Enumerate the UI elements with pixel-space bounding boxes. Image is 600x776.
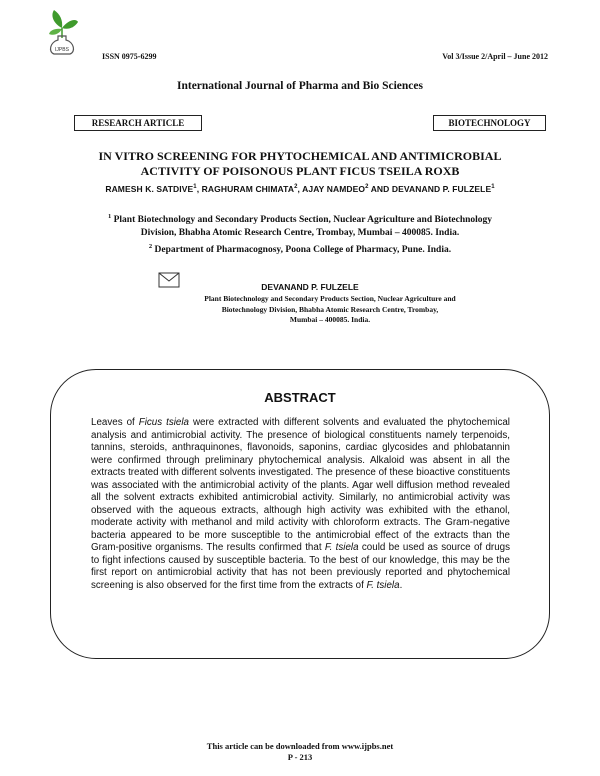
flask-leaf-icon	[44, 8, 80, 56]
author-name: , AJAY NAMDEO	[297, 184, 366, 194]
journal-name: International Journal of Pharma and Bio Sciences	[177, 80, 423, 92]
affil-mark: 2	[148, 243, 153, 251]
affiliation-2	[40, 240, 560, 257]
title-line-1: IN VITRO SCREENING FOR PHYTOCHEMICAL AND ANTIMICROBIAL	[98, 149, 502, 163]
subject-label: BIOTECHNOLOGY	[433, 115, 546, 131]
abstract-body	[91, 417, 510, 592]
article-type-label: RESEARCH ARTICLE	[74, 115, 202, 131]
author-name: , RAGHURAM CHIMATA	[196, 184, 295, 194]
author-affil-mark: 2	[365, 184, 369, 191]
title-line-2: ACTIVITY OF POISONOUS PLANT FICUS TSEILA ROXB	[140, 164, 460, 178]
issn: ISSN 0975-6299	[102, 52, 157, 61]
author-affil-mark: 1	[193, 184, 197, 191]
logo-text: IJPBS	[55, 47, 69, 53]
journal-logo	[44, 8, 80, 56]
author-name: RAMESH K. SATDIVE	[105, 184, 194, 194]
address-line: Mumbai – 400085. India.	[289, 315, 371, 324]
affiliation-text: Plant Biotechnology and Secondary Products Section, Nuclear Agriculture and Biotechnology	[111, 215, 493, 226]
author-affil-mark: 1	[491, 184, 495, 191]
volume-issue: Vol 3/Issue 2/April – June 2012	[442, 52, 548, 61]
abstract-text: could be used as source of drugs to fight infections caused by susceptible bacteria. To the best of our knowledge, this may be the first report on antimicrobial activity that has not been previously reported and phytochemical screening is also observed for the first time from the extracts of	[91, 542, 510, 591]
page-footer	[0, 741, 600, 763]
author-name: AND DEVANAND P. FULZELE	[368, 184, 492, 194]
abstract-heading: ABSTRACT	[264, 390, 336, 405]
page-number: P - 213	[287, 752, 313, 762]
corresponding-author-address	[170, 294, 490, 326]
species-name: F. tsiela	[324, 542, 359, 553]
affiliations	[40, 210, 560, 257]
download-note: This article can be downloaded from www.ijpbs.net	[206, 741, 394, 751]
paper-title	[40, 149, 560, 179]
abstract-text: .	[399, 579, 403, 591]
address-line: Plant Biotechnology and Secondary Products Section, Nuclear Agriculture and	[204, 294, 456, 303]
species-name: F. tsiela	[366, 579, 400, 591]
author-list	[0, 184, 600, 194]
author-affil-mark: 2	[294, 184, 298, 191]
species-name: Ficus tsiela	[138, 417, 189, 428]
affiliation-1-cont: Division, Bhabha Atomic Research Centre, Trombay, Mumbai – 400085. India.	[140, 228, 460, 239]
abstract-text: Leaves of	[91, 417, 139, 428]
affiliation-1	[40, 210, 560, 227]
abstract-text: were extracted with different solvents and evaluated the phytochemical analysis and antimicrobial activity. The presence of biological constituents namely terpenoids, tannins, steroids, anthraquinones, flavonoids, saponins, cardiac glycosides and phlobatannin were confirmed through preliminary phytochemical analysis. Alkaloid was absent in all the extracts treated with different solvents investigated. The presence of these bioactive constituents was associated with the antimicrobial activity of the plants. Agar well diffusion method revealed all the solvent extracts exhibited antimicrobial activity. Similarly, no antimicrobial activity was observed with the aqueous extracts, although high activity was exhibited with the ethanol, moderate activity with methanol and mild activity with chloroform extracts. The Gram-negative bacteria appeared to be more susceptible to the antimicrobial effect of the extracts than the Gram-positive organisms. The results confirmed that	[91, 417, 510, 553]
affil-mark: 1	[107, 213, 112, 220]
address-line: Biotechnology Division, Bhabha Atomic Research Centre, Trombay,	[221, 304, 439, 314]
corresponding-author-name: DEVANAND P. FULZELE	[261, 282, 359, 292]
affiliation-text: Department of Pharmacognosy, Poona College of Pharmacy, Pune. India.	[152, 245, 452, 256]
